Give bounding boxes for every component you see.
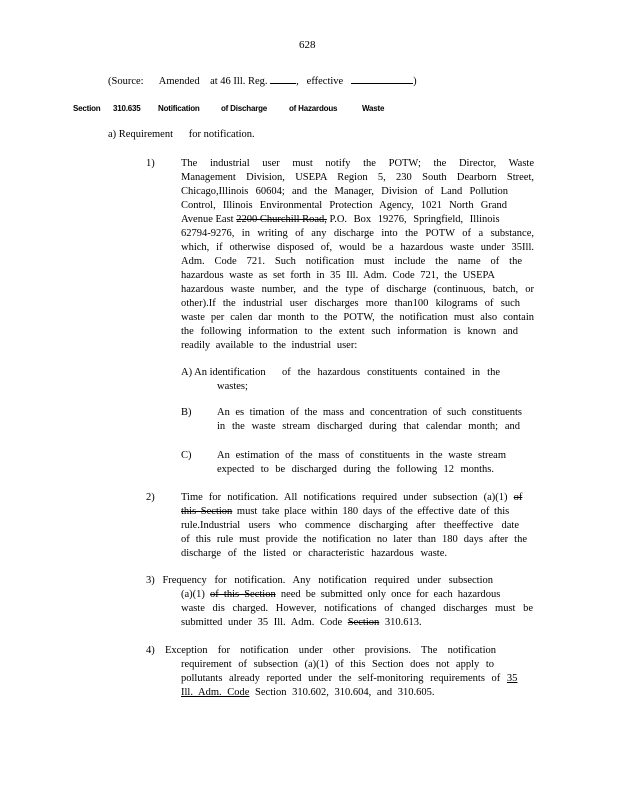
deleted-text: this Section bbox=[181, 506, 233, 517]
deleted-text: of this Section bbox=[210, 589, 276, 600]
effective-blank bbox=[351, 73, 413, 84]
source-close: ) bbox=[413, 76, 417, 87]
source-open: (Source: bbox=[108, 76, 144, 87]
deleted-text: Section bbox=[347, 617, 380, 628]
subsection-a-label: a) Requirement bbox=[108, 129, 174, 140]
item-4-line4-b: Section 310.602, 310.604, and 310.605. bbox=[255, 687, 435, 698]
item-4-line3-a: pollutants already reported under the self-monitoring requirements of bbox=[181, 673, 501, 684]
item-2-line2-text: must take place within 180 days of the effective date of this bbox=[236, 506, 510, 517]
section-label: Section bbox=[73, 104, 101, 113]
item-1-line: other).If the industrial user discharges more than100 kilograms of such bbox=[181, 298, 520, 309]
subitem-B-line1: An es timation of the mass and concentration of such constituents bbox=[217, 407, 522, 418]
item-1-line: Chicago,Illinois 60604; and the Manager, Division of Land Pollution bbox=[181, 186, 508, 197]
item-4-line-2: requirement of subsection (a)(1) of this Section does not apply to bbox=[181, 659, 494, 670]
item-1-line: the following information to the extent such information is known and bbox=[181, 326, 518, 337]
page-number: 628 bbox=[299, 39, 316, 51]
item-1-line: hazardous waste number, and the type of discharge (continuous, batch, or bbox=[181, 284, 534, 295]
item-1-line: Management Division, USEPA Region 5, 230 South Dearborn Street, bbox=[181, 172, 534, 183]
subitem-A-line2: wastes; bbox=[217, 381, 248, 392]
source-reg: at 46 Ill. Reg. bbox=[210, 76, 268, 87]
source-comma: , bbox=[296, 76, 299, 87]
section-title-4: Waste bbox=[362, 104, 385, 113]
source-note bbox=[108, 73, 417, 89]
item-1-line-5 bbox=[181, 213, 513, 227]
item-3-line-3: waste dis charged. However, notifications of changed discharges must be bbox=[181, 603, 533, 614]
item-1-line: 62794-9276, in writing of any discharge into the POTW of a substance, bbox=[181, 228, 534, 239]
source-amended: Amended bbox=[158, 76, 200, 87]
item-1-line: The industrial user must notify the POTW; the Director, Waste bbox=[181, 158, 534, 169]
item-3-line4-a: submitted under 35 Ill. Adm. Code bbox=[181, 617, 343, 628]
subsection-a-text: for notification. bbox=[188, 129, 255, 140]
item-3-line2-a: (a)(1) bbox=[181, 589, 205, 600]
item-2-line-5: discharge of the listed or characteristic hazardous waste. bbox=[181, 548, 447, 559]
item-2-line-3: rule.Industrial users who commence discharging after theeffective date bbox=[181, 520, 519, 531]
item-1-line5-rest: P.O. Box 19276, Springfield, Illinois bbox=[329, 214, 500, 225]
item-4-line-4 bbox=[181, 686, 434, 700]
item-1-line: hazardous waste as set forth in 35 Ill. Adm. Code 721, the USEPA bbox=[181, 270, 495, 281]
section-title-1: Notification bbox=[158, 104, 200, 113]
subitem-B-line2: in the waste stream discharged during that calendar month; and bbox=[217, 421, 520, 432]
subsection-a bbox=[108, 128, 255, 142]
item-1-line: Adm. Code 721. Such notification must include the name of the bbox=[181, 256, 522, 267]
item-1-line: waste per calen dar month to the POTW, the notification must also contain bbox=[181, 312, 534, 323]
inserted-text: 35 bbox=[506, 673, 518, 684]
item-1-line5-prefix: Avenue East bbox=[181, 214, 234, 225]
item-3-line2-b: need be submitted only once for each hazardous bbox=[280, 589, 501, 600]
item-1-line: Control, Illinois Environmental Protection Agency, 1021 North Grand bbox=[181, 200, 507, 211]
item-2-line1-text: Time for notification. All notifications required under subsection (a)(1) bbox=[181, 492, 508, 503]
deleted-text: 2200 Churchill Road, bbox=[236, 214, 327, 225]
item-1-number: 1) bbox=[146, 158, 155, 169]
reg-blank bbox=[270, 73, 296, 84]
subitem-A-label: A) An identification bbox=[181, 367, 266, 378]
item-2-number: 2) bbox=[146, 492, 155, 503]
subitem-A-line1: of the hazardous constituents contained in the bbox=[282, 367, 500, 378]
item-2-line-2 bbox=[181, 505, 509, 519]
subitem-C-line1: An estimation of the mass of constituents in the waste stream bbox=[217, 450, 506, 461]
item-1-line: which, if otherwise disposed of, would be a hazardous waste under 35Ill. bbox=[181, 242, 534, 253]
item-3-line-1: 3) Frequency for notification. Any notification required under subsection bbox=[146, 575, 493, 586]
section-title-2: of Discharge bbox=[221, 104, 268, 113]
item-4-line-3 bbox=[181, 672, 517, 686]
item-4-line-1: 4) Exception for notification under other provisions. The notification bbox=[146, 645, 496, 656]
subitem-C-label: C) bbox=[181, 450, 192, 461]
item-3-line-2 bbox=[181, 588, 500, 602]
section-title-3: of Hazardous bbox=[289, 104, 338, 113]
inserted-text: Ill. Adm. Code bbox=[181, 687, 250, 698]
item-1-line: readily available to the industrial user: bbox=[181, 340, 358, 351]
item-3-line-4 bbox=[181, 616, 422, 630]
subitem-B-label: B) bbox=[181, 407, 192, 418]
item-2-line-1 bbox=[181, 491, 522, 505]
source-effective: effective bbox=[306, 76, 344, 87]
item-3-line4-b: 310.613. bbox=[384, 617, 422, 628]
section-number: 310.635 bbox=[113, 104, 141, 113]
subitem-C-line2: expected to be discharged during the following 12 months. bbox=[217, 464, 494, 475]
item-2-line-4: of this rule must provide the notification no later than 180 days after the bbox=[181, 534, 527, 545]
deleted-text: of bbox=[513, 492, 523, 503]
